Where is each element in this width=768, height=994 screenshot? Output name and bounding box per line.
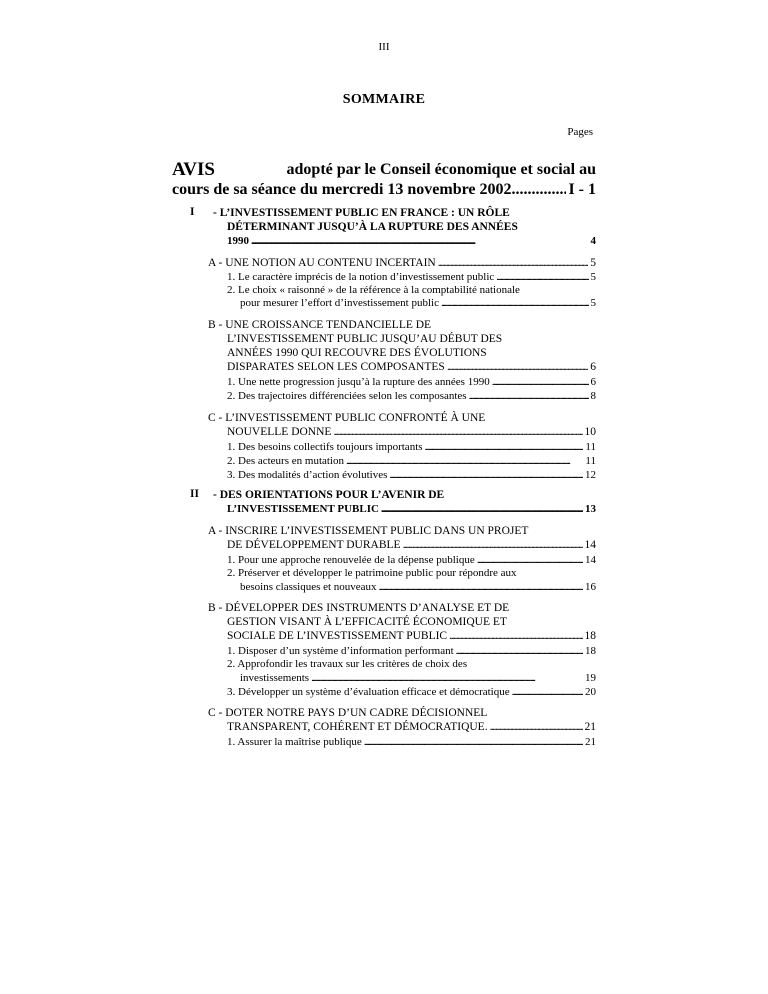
toc-entry-section[interactable] (227, 360, 596, 374)
section-title: GESTION VISANT À L’EFFICACITÉ ÉCONOMIQUE ET (227, 616, 507, 628)
avis-line1-text: adopté par le Conseil économique et social au (286, 161, 596, 178)
leader-dots (333, 425, 582, 439)
leader-dots (496, 270, 588, 284)
item-title: 1. Assurer la maîtrise publique (227, 736, 362, 748)
item-title: pour mesurer l’effort d’investissement public (240, 297, 439, 309)
section-title: A - UNE NOTION AU CONTENU INCERTAIN (208, 257, 436, 269)
leader-dots (512, 180, 567, 200)
toc-page: 4 (590, 235, 596, 247)
avis-word: AVIS (172, 159, 215, 180)
toc-entry-part-2[interactable] (227, 502, 596, 516)
toc-page: 12 (585, 469, 596, 481)
toc-page: 18 (584, 630, 596, 642)
leader-dots (490, 720, 583, 734)
toc-entry-section[interactable] (227, 538, 596, 552)
section-title: C - L’INVESTISSEMENT PUBLIC CONFRONTÉ À UNE (208, 412, 486, 424)
item-title: 1. Le caractère imprécis de la notion d’investissement public (227, 271, 495, 283)
pages-column-label: Pages (567, 126, 593, 138)
part-title-line: L’INVESTISSEMENT PUBLIC (227, 503, 379, 515)
toc-entry-item[interactable] (227, 454, 596, 468)
toc-entry-item[interactable] (227, 685, 596, 699)
leader-dots (449, 629, 582, 643)
toc-page: 20 (585, 686, 596, 698)
leader-dots (512, 685, 583, 699)
avis-page: I - 1 (568, 181, 596, 198)
leader-dots (381, 502, 583, 516)
leader-dots (469, 389, 589, 403)
toc-page: 6 (590, 361, 596, 373)
item-title: besoins classiques et nouveaux (240, 581, 377, 593)
section-title: B - UNE CROISSANCE TENDANCIELLE DE (208, 319, 432, 331)
part-title-line: - L’INVESTISSEMENT PUBLIC EN FRANCE : UN RÔLE (213, 207, 510, 219)
toc-entry-item[interactable] (227, 553, 596, 567)
leader-dots (425, 440, 584, 454)
part-roman: II (190, 488, 199, 500)
toc-page: 16 (585, 581, 596, 593)
leader-dots (447, 360, 588, 374)
toc-entry-section[interactable] (227, 720, 596, 734)
item-title: 1. Des besoins collectifs toujours importants (227, 441, 423, 453)
item-title: 1. Pour une approche renouvelée de la dépense publique (227, 554, 475, 566)
section-title: C - DOTER NOTRE PAYS D’UN CADRE DÉCISIONNEL (208, 707, 488, 719)
leader-dots (364, 735, 583, 749)
section-title: ANNÉES 1990 QUI RECOUVRE DES ÉVOLUTIONS (227, 347, 487, 359)
toc-page: 11 (585, 441, 596, 453)
item-title: 1. Une nette progression jusqu’à la rupture des années 1990 (227, 376, 490, 388)
item-title: 2. Des acteurs en mutation (227, 455, 344, 467)
avis-line2-text: cours de sa séance du mercredi 13 novembre 2002 (172, 181, 512, 198)
section-title: DE DÉVELOPPEMENT DURABLE (227, 539, 401, 551)
section-title: A - INSCRIRE L’INVESTISSEMENT PUBLIC DANS UN PROJET (208, 525, 529, 537)
toc-page: 5 (590, 297, 596, 309)
avis-entry[interactable] (172, 160, 596, 200)
toc-page: 21 (585, 736, 596, 748)
item-title: 2. Le choix « raisonné » de la référence à la comptabilité nationale (227, 284, 520, 296)
toc-page: 6 (590, 376, 596, 388)
part-title-line: 1990 (227, 235, 249, 247)
section-title: B - DÉVELOPPER DES INSTRUMENTS D’ANALYSE ET DE (208, 602, 510, 614)
toc-page: 19 (585, 672, 596, 684)
leader-dots (438, 256, 589, 270)
leader-dots (477, 553, 583, 567)
section-title: DISPARATES SELON LES COMPOSANTES (227, 361, 445, 373)
leader-dots (492, 375, 589, 389)
leader-dots (251, 234, 589, 248)
leader-dots (441, 296, 589, 310)
toc-page: 14 (585, 554, 596, 566)
leader-dots (311, 671, 583, 685)
part-title-line: - DES ORIENTATIONS POUR L’AVENIR DE (213, 489, 445, 501)
toc-entry-item[interactable] (240, 671, 596, 685)
toc-entry-item[interactable] (227, 270, 596, 284)
item-title: 1. Disposer d’un système d’information performant (227, 645, 454, 657)
toc-entry-item[interactable] (240, 296, 596, 310)
item-title: 2. Préserver et développer le patrimoine public pour répondre aux (227, 567, 517, 579)
item-title: 2. Approfondir les travaux sur les critères de choix des (227, 658, 468, 670)
item-title: 3. Développer un système d’évaluation efficace et démocratique (227, 686, 510, 698)
part-roman: I (190, 206, 195, 218)
toc-entry-section[interactable] (208, 256, 596, 270)
section-title: NOUVELLE DONNE (227, 426, 332, 438)
toc-page: 8 (590, 390, 596, 402)
leader-dots (456, 644, 583, 658)
leader-dots (346, 454, 583, 468)
part-title-line: DÉTERMINANT JUSQU’À LA RUPTURE DES ANNÉES (227, 221, 518, 233)
toc-page: 18 (585, 645, 596, 657)
toc-entry-section[interactable] (227, 425, 596, 439)
toc-entry-item[interactable] (227, 440, 596, 454)
leader-dots (389, 468, 583, 482)
toc-page: 5 (590, 271, 596, 283)
leader-dots (403, 538, 583, 552)
toc-page: 14 (584, 539, 596, 551)
toc-entry-item[interactable] (227, 468, 596, 482)
section-title: L’INVESTISSEMENT PUBLIC JUSQU’AU DÉBUT DES (227, 333, 503, 345)
toc-page: 13 (585, 503, 596, 515)
section-title: SOCIALE DE L’INVESTISSEMENT PUBLIC (227, 630, 448, 642)
item-title: investissements (240, 672, 310, 684)
toc-page: 5 (590, 257, 596, 269)
toc-entry-item[interactable] (227, 389, 596, 403)
toc-entry-item[interactable] (227, 735, 596, 749)
item-title: 2. Des trajectoires différenciées selon les composantes (227, 390, 467, 402)
leader-dots (379, 580, 583, 594)
toc-entry-item[interactable] (227, 375, 596, 389)
page-title: SOMMAIRE (342, 92, 426, 107)
page-number: III (378, 41, 390, 53)
toc-page: 10 (584, 426, 596, 438)
section-title: TRANSPARENT, COHÉRENT ET DÉMOCRATIQUE. (227, 721, 488, 733)
toc-entry-section[interactable] (227, 629, 596, 643)
toc-entry-item[interactable] (240, 580, 596, 594)
toc-entry-part-1[interactable] (227, 234, 596, 248)
toc-page: 21 (584, 721, 596, 733)
toc-entry-item[interactable] (227, 644, 596, 658)
item-title: 3. Des modalités d’action évolutives (227, 469, 388, 481)
toc-page: 11 (585, 455, 596, 467)
